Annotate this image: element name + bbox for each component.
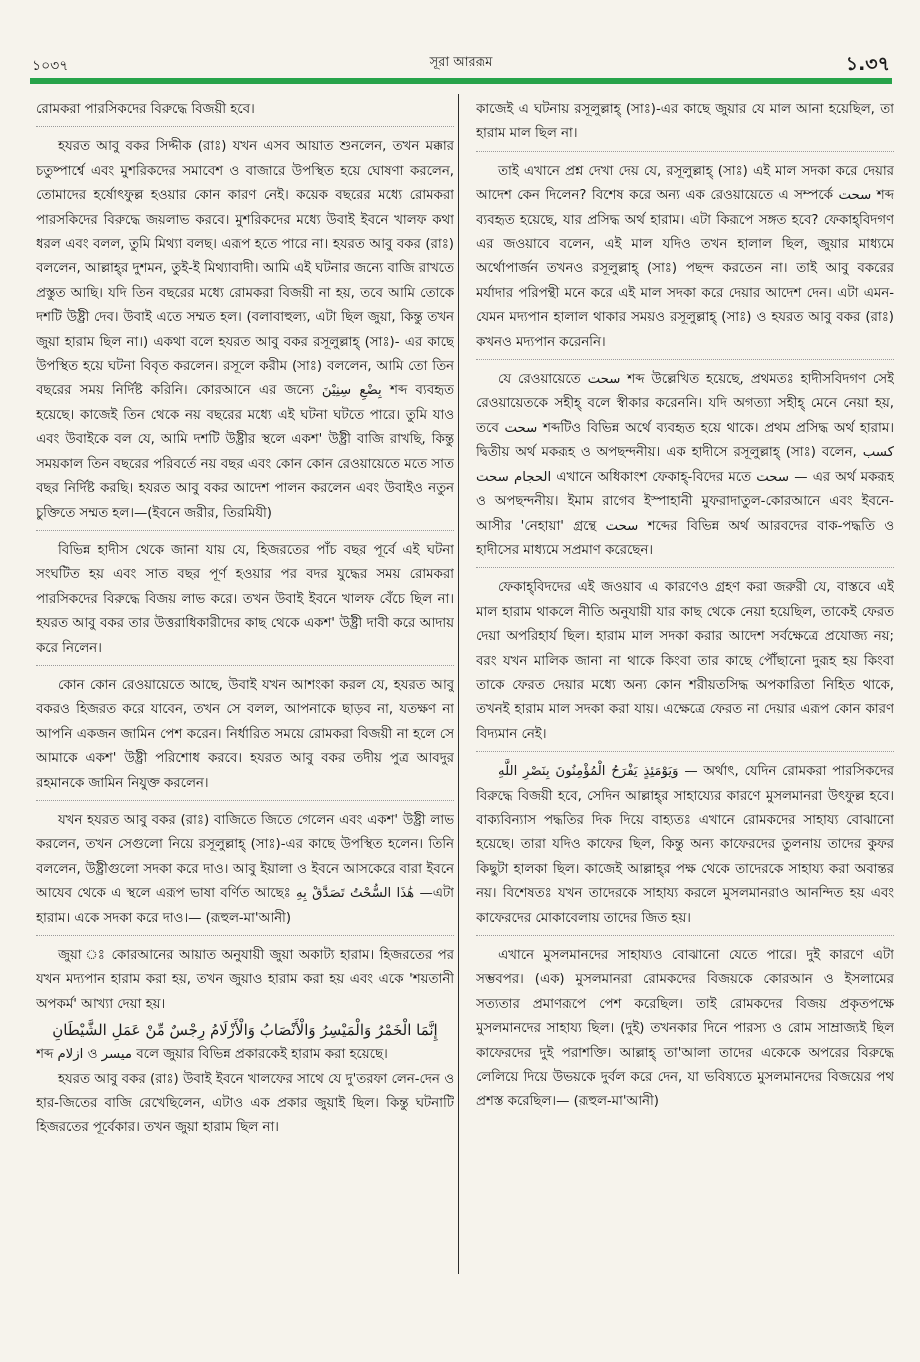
- paragraph: ফেকাহ্‌বিদদের এই জওয়াব এ কারণেও গ্রহণ করা জরুরী যে, বাস্তবে এই মাল হারাম থাকলে নীতি অনুযায়ী যার কাছ থেকে নেয়া হয়েছিল, তাকেই ফেরত দেয়া অপরিহার্য ছিল। হারাম মাল সদকা করার আদেশ সর্বক্ষেত্রে প্রযোজ্য নয়; বরং যখন মালিক জানা না থাকে কিংবা তার কাছে পৌঁছানো দুরূহ হয় কিংবা তাকে ফেরত দেয়ার মধ্যে অন্য কোন শরীয়তসিদ্ধ অপকারিতা নিহিত থাকে, তখনই হারাম মাল সদকা করা যায়। এক্ষেত্রে ফেরত না দেয়ার এরূপ কোন কারণ বিদ্যমান নেই।: [476, 576, 894, 752]
- surah-title: সূরা আররূম: [429, 55, 493, 70]
- paragraph: কাজেই এ ঘটনায় রসূলুল্লাহ্ (সাঃ)-এর কাছে জুয়ার যে মাল আনা হয়েছিল, তা হারাম মাল ছিল না।: [476, 98, 894, 152]
- page-number-right: ১.৩৭: [845, 53, 890, 75]
- paragraph: এখানে মুসলমানদের সাহায্যও বোঝানো যেতে পারে। দুই কারণে এটা সম্ভবপর। (এক) মুসলমানরা রোমকদের বিজয়কে কোরআন ও ইসলামের সত্যতার প্রমাণরূপে পেশ করেছিল। তাই রোমকদের বিজয় প্রকৃতপক্ষে মুসলমানদের সাহায্য ছিল। (দুই) তখনকার দিনে পারস্য ও রোম সাম্রাজ্যই ছিল কাফেরদের দুই পরাশক্তি। আল্লাহ্ তা'আলা তাদের একেকে অপরের বিরুদ্ধে লেলিয়ে দিয়ে উভয়কে দুর্বল করে দেন, যা ভবিষ্যতে মুসলমানদের বিজয়ের পথ প্রশস্ত করেছিল।— (রূহুল-মা'আনী): [476, 948, 894, 1110]
- paragraph: যখন হযরত আবু বকর (রাঃ) বাজিতে জিতে গেলেন এবং একশ' উষ্ট্রী লাভ করলেন, তখন সেগুলো নিয়ে রসূলুল্লাহ্ (সাঃ)-এর কাছে উপস্থিত হলেন। তিনি বললেন, উষ্ট্রীগুলো সদকা করে দাও। আবু ইয়ালা ও ইবনে আসকেরে বারা ইবনে আযেব থেকে এ স্থলে এরূপ ভাষা বর্ণিত আছেঃ هَٰذَا السُّحْتُ تَصَدَّقْ بِهِ —এটা হারাম। একে সদকা করে দাও।— (রূহুল-মা'আনী): [36, 809, 454, 936]
- paragraph: শব্দ ازلام ও ميسر বলে জুয়ার বিভিন্ন প্রকারকেই হারাম করা হয়েছে।: [36, 1047, 388, 1063]
- paragraph: হযরত আবু বকর সিদ্দীক (রাঃ) যখন এসব আয়াত শুনলেন, তখন মক্কার চতুষ্পার্শ্বে এবং মুশরিকদের সমাবেশ ও বাজারে উপস্থিত হয়ে ঘোষণা করলেন, তোমাদের হর্ষোৎফুল্ল হওয়ার কোন কারণ নেই। কয়েক বছরের মধ্যে রোমকরা পারসকিদের বিরুদ্ধে জয়লাভ করবে। মুশরিকদের মধ্যে উবাই ইবনে খালফ কথা ধরল এবং বলল, তুমি মিথ্যা বলছ। এরূপ হতে পারে না। হযরত আবু বকর (রাঃ) বললেন, আল্লাহ্‌র দুশমন, তুই-ই মিথ্যাবাদী। আমি এই ঘটনার জন্যে বাজি রাখতে প্রস্তুত আছি। যদি তিন বছরের মধ্যে রোমকরা বিজয়ী না হয়, তবে আমি তোকে দশটি উষ্ট্রী দেব। উবাই এতে সম্মত হল। (বলাবাহুল্য, এটা ছিল জুয়া, কিন্তু তখন জুয়া হারাম ছিল না।) একথা বলে হযরত আবু বকর রসূলুল্লাহ্ (সাঃ)- এর কাছে উপস্থিত হয়ে ঘটনা বিবৃত করলেন। রসূলে করীম (সাঃ) বললেন, আমি তো তিন বছরের সময় নির্দিষ্ট করিনি। কোরআনে এর জন্যে بِضْعِ سِنِيْنَ শব্দ ব্যবহৃত হয়েছে। কাজেই তিন থেকে নয় বছরের মধ্যে এই ঘটনা ঘটতে পারে। তুমি যাও এবং উবাইকে বল যে, আমি দশটি উষ্ট্রীর স্থলে একশ' উষ্ট্রী বাজি রাখছি, কিন্তু সময়কাল তিন বছরের পরিবর্তে নয় বছর এবং কোন কোন রেওয়ায়েতে মতে সাত বছর নির্দিষ্ট করছি। হযরত আবু বকর আদেশ পালন করলেন এবং উবাইও নতুন চুক্তিতে সম্মত হল।—(ইবনে জরীর, তিরমিযী): [36, 135, 454, 531]
- paragraph: যে রেওয়ায়েতে سحت শব্দ উল্লেখিত হয়েছে, প্রথমতঃ হাদীসবিদগণ সেই রেওয়ায়েতকে সহীহ্ বলে স্বীকার করেননি। যদি অগত্যা সহীহ্ মেনে নেয়া হয়, তবে سحت শব্দটিও বিভিন্ন অর্থে ব্যবহৃত হয়ে থাকে। প্রথম প্রসিদ্ধ অর্থ হারাম। দ্বিতীয় অর্থ মকরূহ ও অপছন্দনীয়। এক হাদীসে রসূলুল্লাহ্ (সাঃ) বলেন, كسب الحجام سحت এখানে অধিকাংশ ফেকাহ্-বিদের মতে سحت — এর অর্থ মকরূহ ও অপছন্দনীয়। ইমাম রাগেব ইস্পাহানী মুফরাদাতুল-কোরআনে এবং ইবনে-আসীর 'নেহায়া' গ্রন্থে سحت শব্দের বিভিন্ন অর্থ আরবদের বাক-পদ্ধতি ও হাদীসের মাধ্যমে সপ্রমাণ করেছেন।: [476, 368, 894, 568]
- column-divider: [458, 94, 459, 1274]
- paragraph: কোন কোন রেওয়ায়েতে আছে, উবাই যখন আশংকা করল যে, হযরত আবু বকরও হিজরত করে যাবেন, তখন সে বলল, আপনাকে ছাড়ব না, যতক্ষণ না আপনি একজন জামিন পেশ করেন। নির্ধারিত সময়ে রোমকরা বিজয়ী না হলে সে আমাকে একশ' উষ্ট্রী পরিশোধ করবে। হযরত আবু বকর তদীয় পুত্র আবদুর রহমানকে জামিন নিযুক্ত করলেন।: [36, 674, 454, 801]
- right-column: [476, 98, 894, 1350]
- quran-verse: إِنَّمَا الْخَمْرُ وَالْمَيْسِرُ وَالْأَنْصَابُ وَالْأَزْلَامُ رِجْسٌ مِّنْ عَمَلِ الشَّيْطَانِ: [52, 1021, 438, 1040]
- paragraph: বিভিন্ন হাদীস থেকে জানা যায় যে, হিজরতের পাঁচ বছর পূর্বে এই ঘটনা সংঘটিত হয় এবং সাত বছর পূর্ণ হওয়ার পর বদর যুদ্ধের সময় রোমকরা পারসিকদের বিরুদ্ধে বিজয় লাভ করে। তখন উবাই ইবনে খালফ বেঁচে ছিল না। হযরত আবু বকর তার উত্তরাধিকারীদের কাছ থেকে একশ' উষ্ট্রী দাবী করে আদায় করে নিলেন।: [36, 539, 454, 666]
- paragraph: জুয়া ঃ কোরআনের আয়াত অনুযায়ী জুয়া অকাট্য হারাম। হিজরতের পর যখন মদ্যপান হারাম করা হয়, তখন জুয়াও হারাম করা হয় এবং একে 'শয়তানী অপকর্ম' আখ্যা দেয়া হয়।: [36, 948, 454, 1012]
- left-column: [36, 98, 454, 1350]
- paragraph: হযরত আবু বকর (রাঃ) উবাই ইবনে খালফের সাথে যে দু'তরফা লেন-দেন ও হার-জিতের বাজি রেখেছিলেন, এটাও এক প্রকার জুয়াই ছিল। কিন্তু ঘটনাটি হিজরতের পূর্বেকার। তখন জুয়া হারাম ছিল না।: [36, 1071, 454, 1136]
- paragraph: وَيَوْمَئِذٍ يَفْرَحُ الْمُؤْمِنُونَ بِنَصْرِ اللَّهِ — অর্থাৎ, যেদিন রোমকরা পারসিকদের বিরুদ্ধে বিজয়ী হবে, সেদিন আল্লাহ্‌র সাহায্যের কারণে মুসলমানরা উৎফুল্ল হবে। বাক্যবিন্যাস পদ্ধতির দিক দিয়ে বাহ্যতঃ এখানে রোমকদের সাহায্য বোঝানো হয়েছে। তারা যদিও কাফের ছিল, কিন্তু অন্য কাফেরদের তুলনায় তাদের কুফর কিছুটা হালকা ছিল। কাজেই আল্লাহ্‌র পক্ষ থেকে তাদেরকে সাহায্য করা অবান্তর নয়। বিশেষতঃ যখন তাদেরকে সাহায্য করলে মুসলমানরাও আনন্দিত হয় এবং কাফেরদের মোকাবেলায় তাদের জিত হয়।: [476, 760, 894, 936]
- paragraph: রোমকরা পারসিকদের বিরুদ্ধে বিজয়ী হবে।: [36, 98, 454, 127]
- header-rule: [30, 78, 892, 84]
- paragraph: তাই এখানে প্রশ্ন দেখা দেয় যে, রসূলুল্লাহ্ (সাঃ) এই মাল সদকা করে দেয়ার আদেশ কেন দিলেন? বিশেষ করে অন্য এক রেওয়ায়েতে এ সম্পর্কে سحت শব্দ ব্যবহৃত হয়েছে, যার প্রসিদ্ধ অর্থ হারাম। এটা কিরূপে সঙ্গত হবে? ফেকাহ্‌বিদগণ এর জওয়াবে বলেন, এই মাল যদিও তখন হালাল ছিল, জুয়ার মাধ্যমে অর্থোপার্জন তখনও রসূলুল্লাহ্ (সাঃ) পছন্দ করতেন না। তাই আবু বকরের মর্যাদার পরিপন্থী মনে করে এই মাল সদকা করে দেয়ার আদেশ দেন। এটা এমন-যেমন মদ্যপান হালাল থাকার সময়ও রসূলুল্লাহ্ (সাঃ) ও হযরত আবু বকর (রাঃ) কখনও মদ্যপান করেননি।: [476, 160, 894, 360]
- page-number-left: ১০৩৭: [32, 58, 69, 74]
- page-header: [30, 48, 892, 78]
